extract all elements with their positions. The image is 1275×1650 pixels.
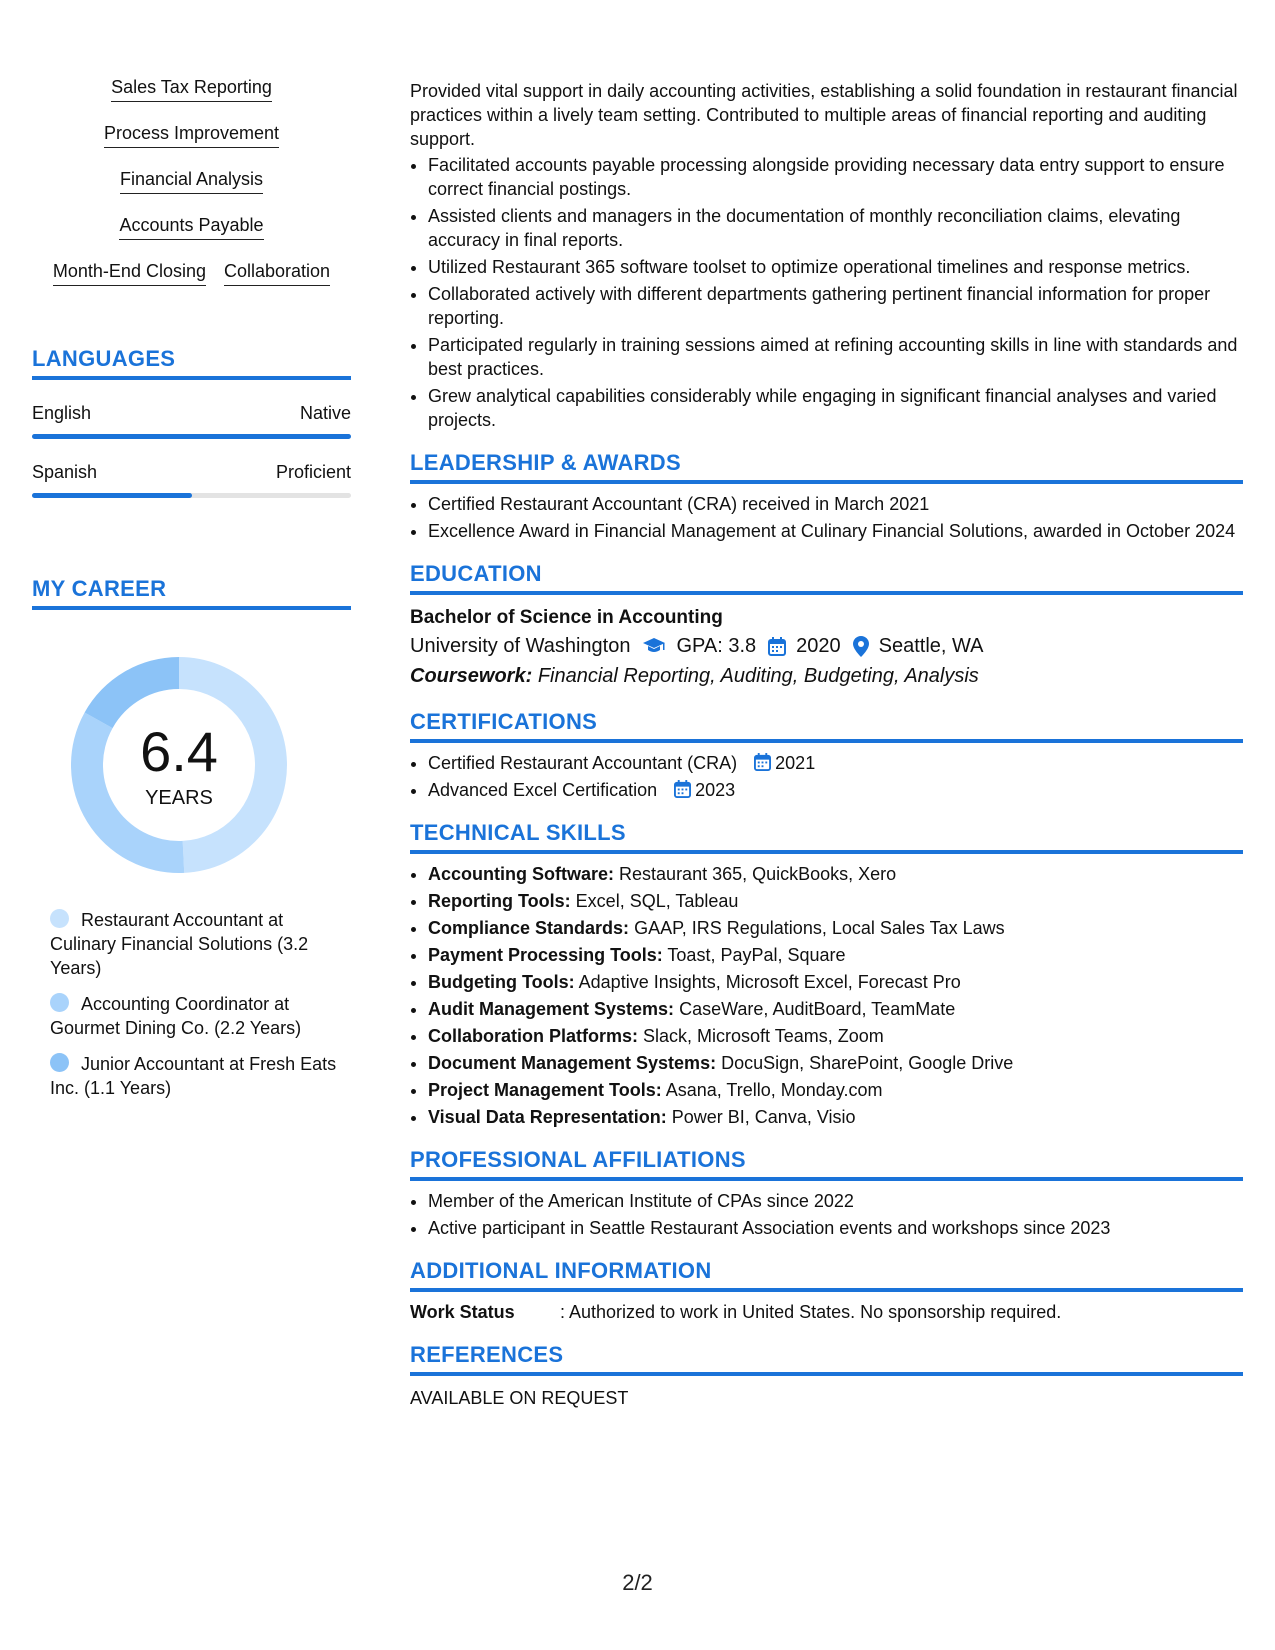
- career-total-unit: YEARS: [145, 787, 213, 809]
- technical-skills-list: [410, 862, 1243, 1129]
- skill-values: GAAP, IRS Regulations, Local Sales Tax Laws: [634, 918, 1005, 938]
- list-item: [428, 1105, 1243, 1129]
- work-status-row: [410, 1300, 1243, 1324]
- skill-category: Project Management Tools:: [428, 1080, 662, 1100]
- list-item: [428, 889, 1243, 913]
- education-coursework: [410, 661, 1243, 691]
- career-heading: MY CAREER: [32, 576, 351, 610]
- skill-values: Slack, Microsoft Teams, Zoom: [643, 1026, 884, 1046]
- education-section: [410, 561, 1243, 691]
- location-pin-icon: [853, 636, 869, 657]
- coursework-value: Financial Reporting, Auditing, Budgeting, Analysis: [537, 665, 979, 687]
- references-text: AVAILABLE ON REQUEST: [410, 1388, 629, 1408]
- coursework-label: Coursework:: [410, 665, 533, 687]
- list-item: [428, 1078, 1243, 1102]
- technical-skills-section: [410, 820, 1243, 1129]
- main-content: [410, 79, 1243, 1410]
- skill-category: Budgeting Tools:: [428, 972, 575, 992]
- donut-slice: [85, 657, 179, 728]
- skill-category: Collaboration Platforms:: [428, 1026, 639, 1046]
- language-level-fill: [32, 434, 351, 439]
- graduation-cap-icon: [642, 637, 666, 655]
- certification-name: Advanced Excel Certification: [428, 780, 658, 800]
- list-item: • Certified Restaurant Accountant (CRA) received in March 2021: [428, 492, 1243, 516]
- legend-label: Accounting Coordinator at Gourmet Dining Co. (2.2 Years): [50, 994, 302, 1038]
- skill-values: Excel, SQL, Tableau: [575, 891, 739, 911]
- skill-values: Toast, PayPal, Square: [667, 945, 846, 965]
- skill-values: CaseWare, AuditBoard, TeamMate: [679, 999, 956, 1019]
- list-item: [428, 1051, 1243, 1075]
- skill-category: Payment Processing Tools:: [428, 945, 663, 965]
- skill-tag: Collaboration: [224, 260, 330, 286]
- certifications-list: [410, 751, 1243, 802]
- skill-category: Compliance Standards:: [428, 918, 630, 938]
- skill-tag: Month-End Closing: [53, 260, 206, 286]
- section-heading: REFERENCES: [410, 1342, 1243, 1376]
- skill-values: Power BI, Canva, Visio: [671, 1107, 856, 1127]
- career-donut-chart: [66, 652, 292, 878]
- certification-date: 2021: [775, 753, 816, 773]
- work-status-value: : Authorized to work in United States. No sponsorship required.: [560, 1302, 1062, 1322]
- skill-values: Restaurant 365, QuickBooks, Xero: [619, 864, 897, 884]
- list-item: [428, 778, 1243, 802]
- list-item: • Facilitated accounts payable processing alongside providing necessary data entry support to ensure correct financial postings.: [428, 153, 1243, 201]
- legend-item: [50, 908, 340, 980]
- legend-label: Restaurant Accountant at Culinary Financial Solutions (3.2 Years): [50, 910, 309, 978]
- skill-category: Visual Data Representation:: [428, 1107, 667, 1127]
- references-section: [410, 1342, 1243, 1410]
- leadership-list: [410, 492, 1243, 543]
- list-item: [428, 997, 1243, 1021]
- education-school: University of Washington: [410, 635, 631, 657]
- list-item: • Assisted clients and managers in the documentation of monthly reconciliation claims, elevating accuracy in final reports.: [428, 204, 1243, 252]
- skill-category: Document Management Systems:: [428, 1053, 717, 1073]
- language-level: Native: [299, 403, 351, 423]
- list-item: • Grew analytical capabilities considerably while engaging in significant financial analyses and varied projects.: [428, 384, 1243, 432]
- list-item: [428, 862, 1243, 886]
- certification-name: Certified Restaurant Accountant (CRA): [428, 753, 738, 773]
- skill-category: Reporting Tools:: [428, 891, 571, 911]
- education-year: 2020: [796, 635, 841, 657]
- legend-dot: [50, 909, 69, 928]
- legend-label: Junior Accountant at Fresh Eats Inc. (1.1 Years): [50, 1054, 337, 1098]
- skill-values: Asana, Trello, Monday.com: [665, 1080, 883, 1100]
- language-level-fill: [32, 493, 192, 498]
- list-item: • Utilized Restaurant 365 software toolset to optimize operational timelines and response metrics.: [428, 255, 1243, 279]
- career-legend: [50, 908, 340, 1100]
- section-heading: TECHNICAL SKILLS: [410, 820, 1243, 854]
- list-item: [428, 1024, 1243, 1048]
- list-item: [428, 970, 1243, 994]
- education-details: [410, 631, 1243, 661]
- skill-tag: Process Improvement: [104, 122, 279, 148]
- education-location: Seattle, WA: [878, 635, 984, 657]
- section-heading: LEADERSHIP & AWARDS: [410, 450, 1243, 484]
- skill-values: Adaptive Insights, Microsoft Excel, Forecast Pro: [578, 972, 961, 992]
- language-name: English: [32, 403, 92, 423]
- legend-item: [50, 1052, 340, 1100]
- certifications-section: [410, 709, 1243, 802]
- list-item: • Collaborated actively with different departments gathering pertinent financial information for proper reporting.: [428, 282, 1243, 330]
- affiliations-section: [410, 1147, 1243, 1240]
- sidebar: [32, 76, 351, 1112]
- language-item: [32, 402, 351, 439]
- calendar-icon: [754, 753, 771, 771]
- calendar-icon: [674, 780, 691, 798]
- list-item: [428, 943, 1243, 967]
- education-gpa: GPA: 3.8: [676, 635, 757, 657]
- page-number: 2/2: [622, 1570, 653, 1595]
- skill-category: Accounting Software:: [428, 864, 615, 884]
- language-name: Spanish: [32, 462, 98, 482]
- skill-tag: Financial Analysis: [120, 168, 263, 194]
- leadership-section: [410, 450, 1243, 543]
- language-level-bar: [32, 434, 351, 439]
- skills-list: [32, 76, 351, 306]
- section-heading: EDUCATION: [410, 561, 1243, 595]
- experience-bullets: [410, 153, 1243, 432]
- section-heading: CERTIFICATIONS: [410, 709, 1243, 743]
- affiliations-list: [410, 1189, 1243, 1240]
- skill-category: Audit Management Systems:: [428, 999, 675, 1019]
- section-heading: ADDITIONAL INFORMATION: [410, 1258, 1243, 1292]
- experience-summary: Provided vital support in daily accounting activities, establishing a solid foundation in restaurant financial practices within a lively team setting. Contributed to multiple areas of financial reporting and auditing support.: [410, 81, 1238, 149]
- calendar-icon: [768, 637, 786, 656]
- work-status-label: Work Status: [410, 1302, 515, 1322]
- list-item: • Participated regularly in training sessions aimed at refining accounting skills in line with standards and best practices.: [428, 333, 1243, 381]
- language-level: Proficient: [275, 462, 351, 482]
- list-item: • Excellence Award in Financial Management at Culinary Financial Solutions, awarded in October 2024: [428, 519, 1243, 543]
- skill-values: DocuSign, SharePoint, Google Drive: [721, 1053, 1014, 1073]
- list-item: • Member of the American Institute of CPAs since 2022: [428, 1189, 1243, 1213]
- list-item: • Active participant in Seattle Restaurant Association events and workshops since 2023: [428, 1216, 1243, 1240]
- section-heading: PROFESSIONAL AFFILIATIONS: [410, 1147, 1243, 1181]
- additional-info-section: [410, 1258, 1243, 1324]
- education-degree: Bachelor of Science in Accounting: [410, 607, 723, 628]
- legend-dot: [50, 993, 69, 1012]
- list-item: [428, 751, 1243, 775]
- languages-heading: LANGUAGES: [32, 346, 351, 380]
- career-total-years: 6.4: [140, 720, 218, 783]
- legend-dot: [50, 1053, 69, 1072]
- language-level-bar: [32, 493, 351, 498]
- list-item: [428, 916, 1243, 940]
- legend-item: [50, 992, 340, 1040]
- skill-tag: Sales Tax Reporting: [111, 76, 272, 102]
- skill-tag: Accounts Payable: [119, 214, 263, 240]
- language-item: [32, 461, 351, 498]
- certification-date: 2023: [695, 780, 736, 800]
